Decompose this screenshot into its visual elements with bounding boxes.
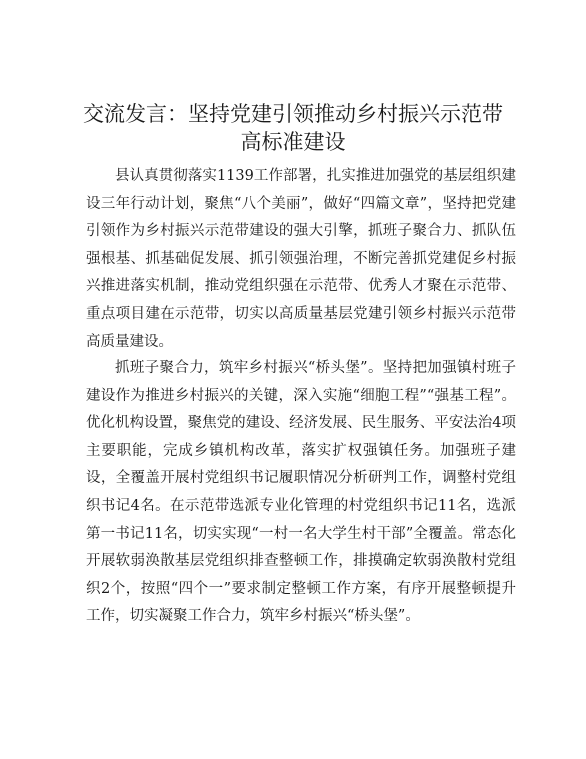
document-title-line-2: 高标准建设 xyxy=(240,130,346,154)
body-paragraph-2: 抓班子聚合力，筑牢乡村振兴“桥头堡”。坚持把加强镇村班子建设作为推进乡村振兴的关键，深入实施“细胞工程”“强基工程”。优化机构设置，聚焦党的建设、经济发展、民生服务、平安法治4项主要职能，完成乡镇机构改革，落实扩权强镇任务。加强班子建设，全覆盖开展村党组织书记履职情况分析研判工作，调整村党组织书记4名。在示范带选派专业化管理的村党组织书记11名，选派第一书记11名，切实实现“一村一名大学生村干部”全覆盖。常态化开展软弱涣散基层党组织排查整顿工作，排摸确定软弱涣散村党组织2个，按照“四个一”要求制定整顿工作方案，有序开展整顿提升工作，切实凝聚工作合力，筑牢乡村振兴“桥头堡”。 xyxy=(86,360,516,625)
body-paragraph-1: 县认真贯彻落实1139工作部署，扎实推进加强党的基层组织建设三年行动计划，聚焦“八个美丽”，做好“四篇文章”，坚持把党建引领作为乡村振兴示范带建设的强大引擎，抓班子聚合力、抓队伍强根基、抓基础促发展、抓引领强治理，不断完善抓党建促乡村振兴推进落实机制，推动党组织强在示范带、优秀人才聚在示范带、重点项目建在示范带，切实以高质量基层党建引领乡村振兴示范带高质量建设。 xyxy=(86,168,516,350)
document-title-line-1: 交流发言：坚持党建引领推动乡村振兴示范带 xyxy=(83,102,503,126)
